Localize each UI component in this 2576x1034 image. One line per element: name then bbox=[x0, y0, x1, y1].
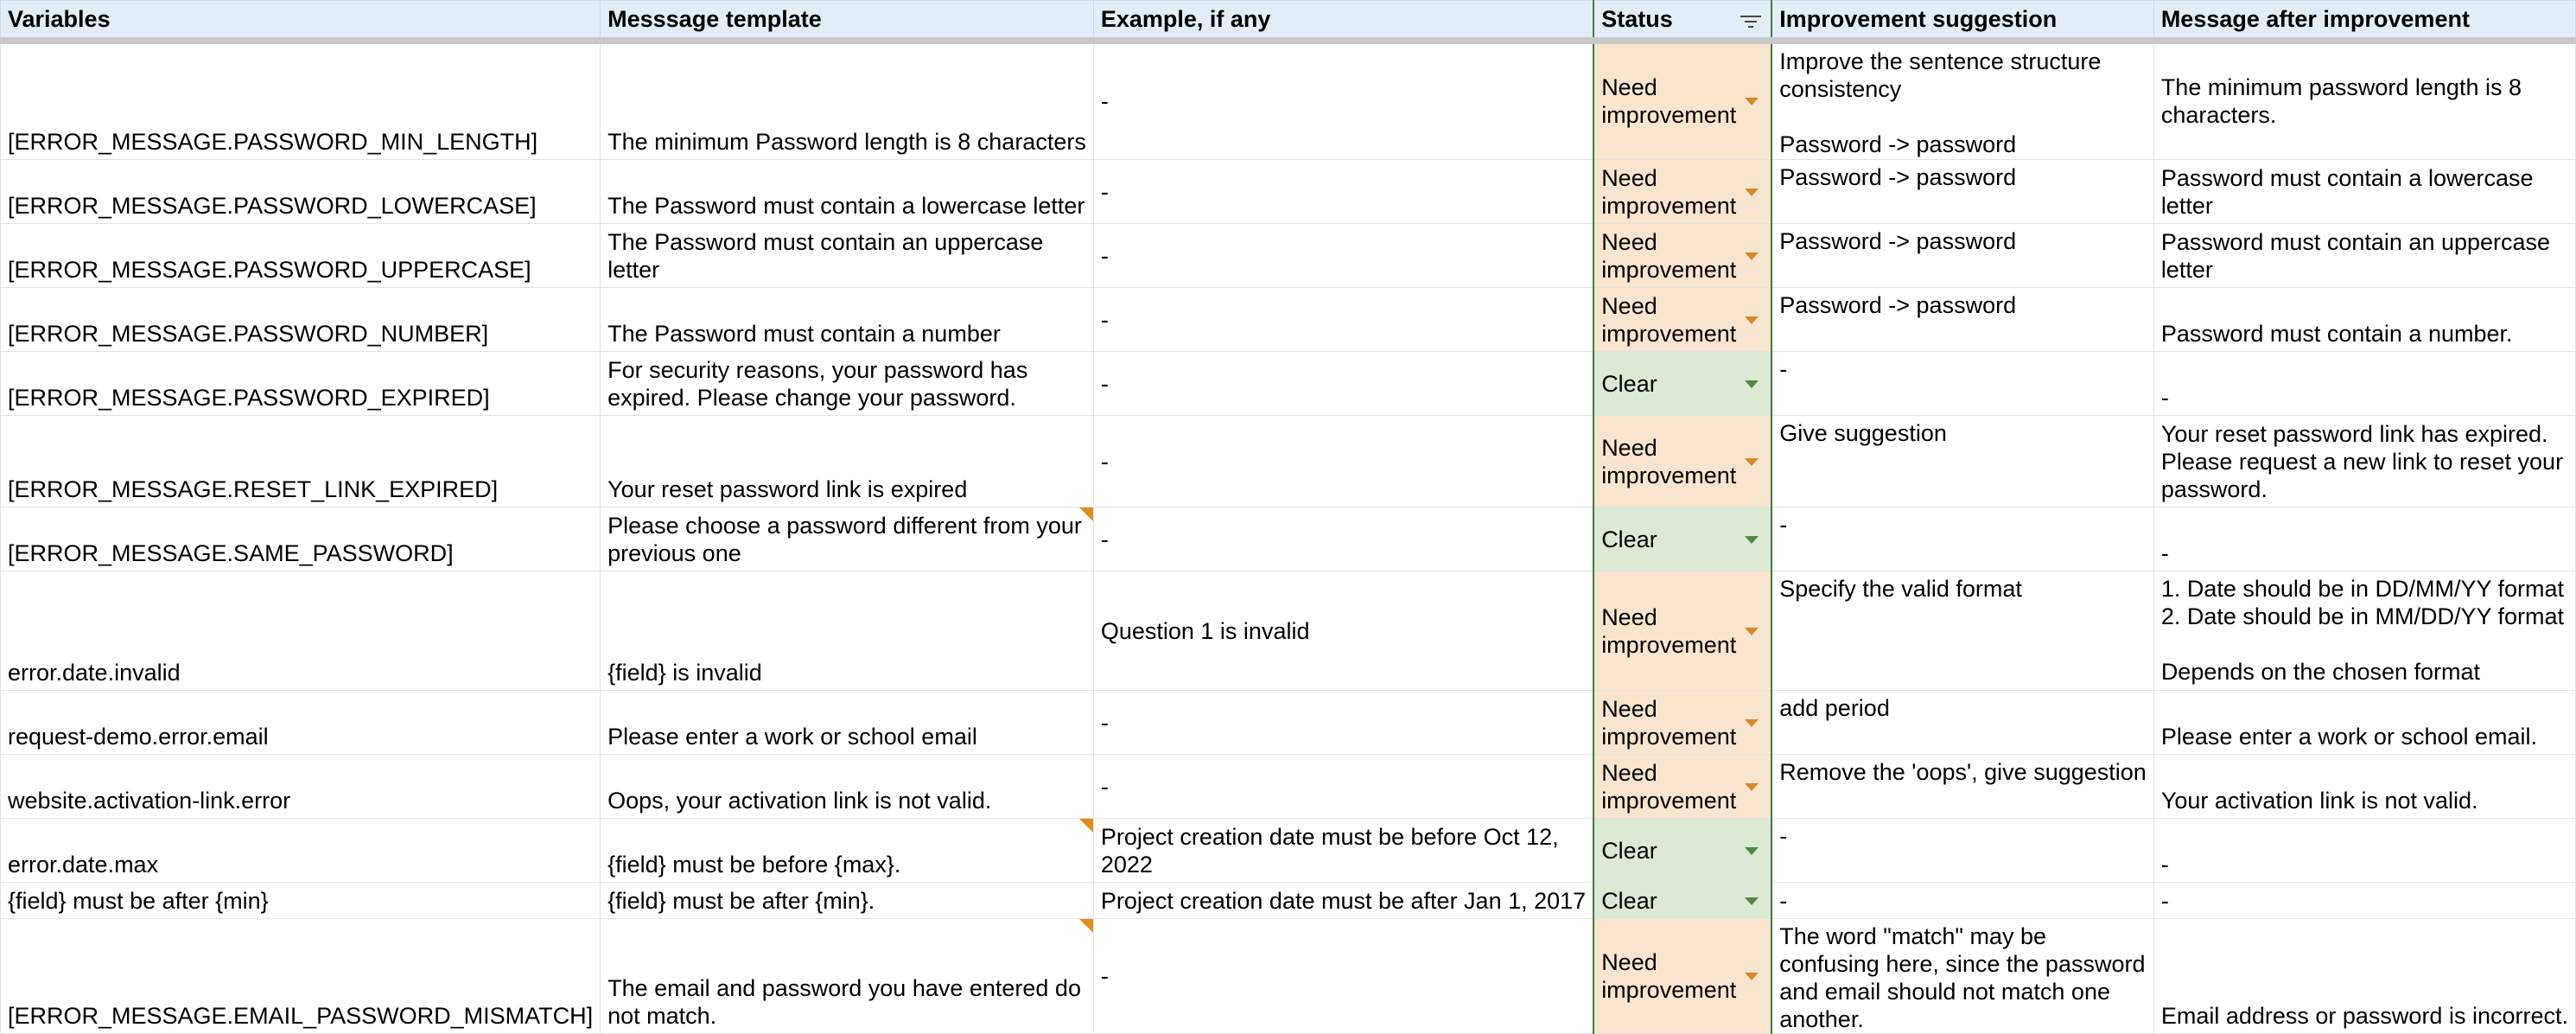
status-dropdown[interactable] bbox=[1593, 819, 1771, 883]
status-label: Clear bbox=[1601, 370, 1657, 397]
cell-after[interactable]: Your reset password link has expired. Please request a new link to reset your password. bbox=[2153, 416, 2575, 507]
table-row bbox=[1, 919, 2576, 1034]
cell-suggestion[interactable]: Password -> password bbox=[1771, 224, 2153, 288]
cell-variable[interactable]: [ERROR_MESSAGE.PASSWORD_NUMBER] bbox=[1, 288, 601, 352]
cell-variable[interactable]: website.activation-link.error bbox=[1, 755, 601, 819]
comment-indicator[interactable] bbox=[1079, 919, 1093, 933]
cell-example[interactable]: Question 1 is invalid bbox=[1093, 571, 1593, 691]
cell-example[interactable]: - bbox=[1093, 919, 1593, 1034]
cell-suggestion[interactable]: Password -> password bbox=[1771, 160, 2153, 224]
after-line: Depends on the chosen format bbox=[2160, 659, 2481, 685]
status-label: Need improvement bbox=[1601, 695, 1737, 750]
cell-template[interactable]: Oops, your activation link is not valid. bbox=[601, 755, 1094, 819]
cell-template[interactable]: Your reset password link is expired bbox=[601, 416, 1094, 507]
dropdown-arrow-icon bbox=[1745, 783, 1759, 791]
cell-template[interactable]: {field} must be after {min}. bbox=[601, 883, 1094, 919]
status-label: Need improvement bbox=[1601, 74, 1737, 129]
cell-suggestion[interactable]: Give suggestion bbox=[1771, 416, 2153, 507]
cell-after[interactable] bbox=[2153, 571, 2575, 691]
cell-variable[interactable]: [ERROR_MESSAGE.SAME_PASSWORD] bbox=[1, 507, 601, 571]
cell-after[interactable]: Your activation link is not valid. bbox=[2153, 755, 2575, 819]
status-dropdown[interactable] bbox=[1593, 288, 1771, 352]
cell-template[interactable]: Please enter a work or school email bbox=[601, 691, 1094, 755]
status-label: Need improvement bbox=[1601, 164, 1737, 219]
header-variables[interactable]: Variables bbox=[1, 1, 601, 41]
cell-template[interactable]: The minimum Password length is 8 characters bbox=[601, 41, 1094, 160]
status-dropdown[interactable] bbox=[1593, 571, 1771, 691]
cell-template[interactable] bbox=[601, 507, 1094, 571]
cell-template[interactable] bbox=[601, 919, 1094, 1034]
cell-suggestion[interactable]: Specify the valid format bbox=[1771, 571, 2153, 691]
table-row bbox=[1, 288, 2576, 352]
status-dropdown[interactable] bbox=[1593, 416, 1771, 507]
cell-after[interactable]: Please enter a work or school email. bbox=[2153, 691, 2575, 755]
status-dropdown[interactable] bbox=[1593, 755, 1771, 819]
table-row bbox=[1, 41, 2576, 160]
dropdown-arrow-icon bbox=[1745, 98, 1759, 105]
cell-after[interactable]: The minimum password length is 8 characters. bbox=[2153, 41, 2575, 160]
status-label: Need improvement bbox=[1601, 603, 1737, 658]
dropdown-arrow-icon bbox=[1745, 847, 1759, 855]
table-row bbox=[1, 755, 2576, 819]
status-label: Clear bbox=[1601, 837, 1657, 864]
header-improvement-suggestion[interactable]: Improvement suggestion bbox=[1771, 1, 2153, 41]
cell-template[interactable]: For security reasons, your password has expired. Please change your password. bbox=[601, 352, 1094, 416]
cell-after[interactable]: Email address or password is incorrect. bbox=[2153, 919, 2575, 1034]
status-label: Clear bbox=[1601, 887, 1657, 914]
status-dropdown[interactable] bbox=[1593, 352, 1771, 416]
header-status[interactable] bbox=[1593, 1, 1771, 41]
after-line: 2. Date should be in MM/DD/YY format bbox=[2160, 603, 2565, 629]
cell-variable[interactable]: request-demo.error.email bbox=[1, 691, 601, 755]
suggestion-line: Improve the sentence structure consistency bbox=[1779, 48, 2102, 102]
table-row bbox=[1, 883, 2576, 919]
cell-variable[interactable]: [ERROR_MESSAGE.PASSWORD_LOWERCASE] bbox=[1, 160, 601, 224]
status-dropdown[interactable] bbox=[1593, 919, 1771, 1034]
cell-example[interactable]: - bbox=[1093, 160, 1593, 224]
header-message-after[interactable]: Message after improvement bbox=[2153, 1, 2575, 41]
status-dropdown[interactable] bbox=[1593, 41, 1771, 160]
status-dropdown[interactable] bbox=[1593, 160, 1771, 224]
cell-suggestion[interactable]: - bbox=[1771, 352, 2153, 416]
cell-variable[interactable]: [ERROR_MESSAGE.RESET_LINK_EXPIRED] bbox=[1, 416, 601, 507]
status-label: Need improvement bbox=[1601, 292, 1737, 347]
status-dropdown[interactable] bbox=[1593, 883, 1771, 919]
header-row bbox=[1, 1, 2576, 41]
cell-suggestion[interactable] bbox=[1771, 41, 2153, 160]
cell-suggestion[interactable]: - bbox=[1771, 507, 2153, 571]
template-text: {field} must be before {max}. bbox=[607, 852, 901, 878]
cell-example[interactable]: - bbox=[1093, 755, 1593, 819]
cell-after[interactable]: - bbox=[2153, 883, 2575, 919]
cell-variable[interactable]: [ERROR_MESSAGE.PASSWORD_UPPERCASE] bbox=[1, 224, 601, 288]
table-row bbox=[1, 819, 2576, 883]
table-row bbox=[1, 352, 2576, 416]
cell-after[interactable]: Password must contain an uppercase letter bbox=[2153, 224, 2575, 288]
cell-variable[interactable]: {field} must be after {min} bbox=[1, 883, 601, 919]
dropdown-arrow-icon bbox=[1745, 536, 1759, 544]
status-label: Need improvement bbox=[1601, 949, 1737, 1003]
header-message-template[interactable]: Messsage template bbox=[601, 1, 1094, 41]
cell-variable[interactable]: [ERROR_MESSAGE.PASSWORD_MIN_LENGTH] bbox=[1, 41, 601, 160]
dropdown-arrow-icon bbox=[1745, 188, 1759, 196]
dropdown-arrow-icon bbox=[1745, 458, 1759, 466]
cell-template[interactable]: The Password must contain a lowercase letter bbox=[601, 160, 1094, 224]
cell-template[interactable]: The Password must contain a number bbox=[601, 288, 1094, 352]
status-label: Need improvement bbox=[1601, 759, 1737, 814]
cell-after[interactable]: Password must contain a lowercase letter bbox=[2153, 160, 2575, 224]
table-row bbox=[1, 691, 2576, 755]
cell-suggestion[interactable]: Remove the 'oops', give suggestion bbox=[1771, 755, 2153, 819]
cell-example[interactable]: Project creation date must be after Jan 1, 2017 bbox=[1093, 883, 1593, 919]
cell-variable[interactable]: [ERROR_MESSAGE.PASSWORD_EXPIRED] bbox=[1, 352, 601, 416]
table-row bbox=[1, 416, 2576, 507]
comment-indicator[interactable] bbox=[1079, 819, 1093, 833]
status-label: Clear bbox=[1601, 526, 1657, 552]
cell-suggestion[interactable]: The word "match" may be confusing here, since the password and email should not match one another. bbox=[1771, 919, 2153, 1034]
table-row bbox=[1, 160, 2576, 224]
cell-example[interactable]: Project creation date must be before Oct 12, 2022 bbox=[1093, 819, 1593, 883]
cell-template[interactable]: {field} is invalid bbox=[601, 571, 1094, 691]
filter-icon[interactable] bbox=[1740, 13, 1762, 30]
header-example[interactable]: Example, if any bbox=[1093, 1, 1593, 41]
cell-example[interactable]: - bbox=[1093, 416, 1593, 507]
table-row bbox=[1, 571, 2576, 691]
after-line: 1. Date should be in DD/MM/YY format bbox=[2160, 576, 2565, 602]
status-label: Need improvement bbox=[1601, 434, 1737, 488]
status-dropdown[interactable] bbox=[1593, 691, 1771, 755]
dropdown-arrow-icon bbox=[1745, 973, 1759, 980]
cell-example[interactable]: - bbox=[1093, 352, 1593, 416]
cell-example[interactable]: - bbox=[1093, 288, 1593, 352]
header-status-label: Status bbox=[1601, 5, 1673, 32]
cell-template[interactable] bbox=[601, 819, 1094, 883]
table-row bbox=[1, 507, 2576, 571]
cell-variable[interactable]: error.date.max bbox=[1, 819, 601, 883]
dropdown-arrow-icon bbox=[1745, 380, 1759, 388]
cell-after[interactable]: - bbox=[2153, 352, 2575, 416]
cell-example[interactable]: - bbox=[1093, 691, 1593, 755]
cell-after[interactable]: - bbox=[2153, 507, 2575, 571]
cell-after[interactable]: - bbox=[2153, 819, 2575, 883]
cell-example[interactable]: - bbox=[1093, 507, 1593, 571]
cell-variable[interactable]: [ERROR_MESSAGE.EMAIL_PASSWORD_MISMATCH] bbox=[1, 919, 601, 1034]
cell-example[interactable]: - bbox=[1093, 41, 1593, 160]
table-row bbox=[1, 224, 2576, 288]
status-dropdown[interactable] bbox=[1593, 224, 1771, 288]
cell-suggestion[interactable]: - bbox=[1771, 819, 2153, 883]
cell-template[interactable]: The Password must contain an uppercase letter bbox=[601, 224, 1094, 288]
cell-suggestion[interactable]: add period bbox=[1771, 691, 2153, 755]
cell-example[interactable]: - bbox=[1093, 224, 1593, 288]
comment-indicator[interactable] bbox=[1079, 507, 1093, 521]
cell-suggestion[interactable]: Password -> password bbox=[1771, 288, 2153, 352]
template-text: Please choose a password different from your previous one bbox=[607, 513, 1082, 566]
status-dropdown[interactable] bbox=[1593, 507, 1771, 571]
suggestion-line: Password -> password bbox=[1779, 131, 2017, 157]
cell-suggestion[interactable]: - bbox=[1771, 883, 2153, 919]
dropdown-arrow-icon bbox=[1745, 252, 1759, 260]
cell-variable[interactable]: error.date.invalid bbox=[1, 571, 601, 691]
blank-line bbox=[1779, 103, 2147, 131]
dropdown-arrow-icon bbox=[1745, 719, 1759, 727]
blank-line bbox=[2161, 630, 2568, 658]
dropdown-arrow-icon bbox=[1745, 628, 1759, 635]
dropdown-arrow-icon bbox=[1745, 897, 1759, 905]
status-label: Need improvement bbox=[1601, 228, 1737, 283]
template-text: The email and password you have entered do not match. bbox=[607, 975, 1081, 1029]
cell-after[interactable]: Password must contain a number. bbox=[2153, 288, 2575, 352]
dropdown-arrow-icon bbox=[1745, 316, 1759, 324]
